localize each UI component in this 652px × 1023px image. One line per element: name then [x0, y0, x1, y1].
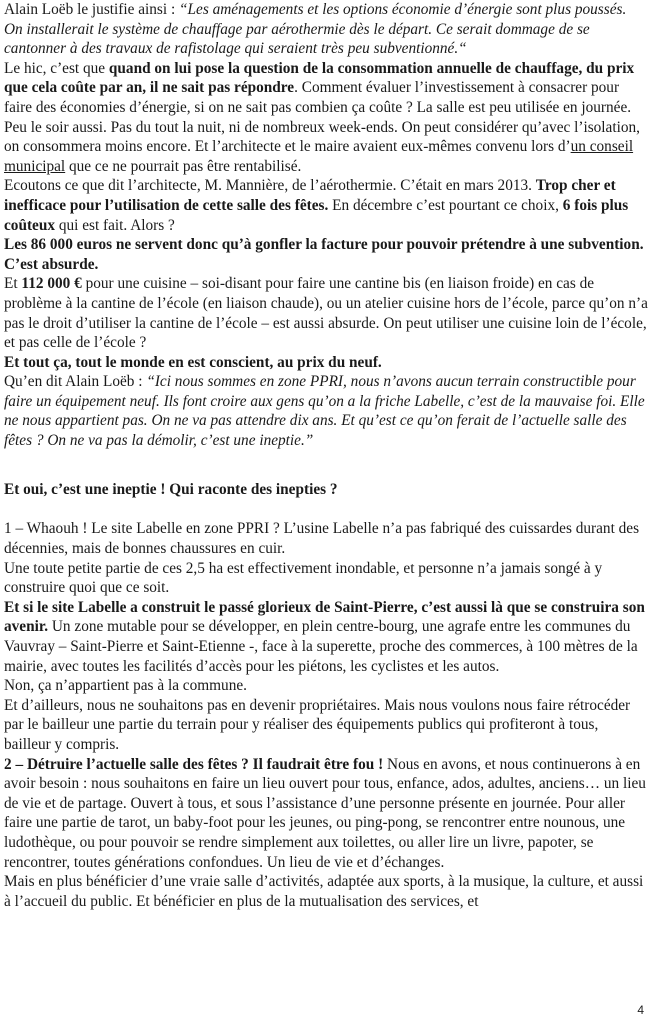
paragraph-salle-des-fetes: 2 – Détruire l’actuelle salle des fêtes ? Il faudrait être fou ! Nous en avons, et nous continuerons à en avoir besoin : nous souhaitons en faire un lieu ouvert pour tous, enfance, ados, adultes, anciens… un lieu de vie et de partage. Ouvert à tous, et sous l’assistance d’une personne présente en journée. Pour aller faire une partie de tarot, un baby-foot pour les jeunes, ou ping-pong, se rencontrer entre nounous, une ludothèque, ou pour pouvoir se rendre simplement aux toilettes, ou aller lire un livre, papoter, se rencontrer, toutes générations confondues. Un lieu de vie et d’échanges. — [4, 755, 646, 871]
paragraph-le-hic: Le hic, c’est que quand on lui pose la question de la consommation annuelle de chauffage, du prix que cela coûte par an, il ne sait pas répondre. Comment évaluer l’investissement à consacrer pour faire des économies d’énergie, si on ne sait pas combien ça coûte ? La salle est peu utilisée en journée. Peu le soir aussi. Pas du tout la nuit, ni de nombreux week-ends. On peut considérer qu’avec l’isolation, on consommera moins encore. Et l’architecte et le maire avaient eux-mêmes convenu lors d’un conseil municipal que ce ne pourrait pas être rentabilisé. — [4, 59, 640, 175]
document-page — [4, 0, 648, 911]
page-number: 4 — [637, 1003, 644, 1017]
conseil-municipal-link[interactable]: un conseil municipal — [4, 138, 634, 175]
section-heading: Et oui, c’est une ineptie ! Qui raconte des inepties ? — [4, 481, 338, 499]
paragraph-inondable: Une toute petite partie de ces 2,5 ha est effectivement inondable, et personne n’a jamais songé à y construire quoi que ce soit. — [4, 559, 603, 597]
paragraph-loeb-quote-2: Qu’en dit Alain Loëb : “Ici nous sommes en zone PPRI, nous n’avons aucun terrain constructible pour faire un équipement neuf. Ils font croire aux gens qu’on a la friche Labelle, c’est de la mauvaise foi. Elle ne nous appartient pas. On ne va pas attendre dix ans. Et qu’est ce qu’on ferait de l’actuelle salle des fêtes ? On ne va pas la démolir, c’est une ineptie.” — [4, 373, 645, 450]
paragraph-loeb-justification: Alain Loëb le justifie ainsi : “Les aménagements et les options économie d’énergie sont plus poussés. On installerait le système de chauffage par aérothermie dès le départ. Ce serait dommage de se cantonner à des travaux de rafistolage qui seraient très peu subventionné.“ — [4, 1, 627, 58]
paragraph-site-labelle: Et si le site Labelle a construit le passé glorieux de Saint-Pierre, c’est aussi là que se construira son avenir. Un zone mutable pour se développer, en plein centre-bourg, une agrafe entre les communes du Vauvray – Saint-Pierre et Saint-Etienne -, face à la superette, proche des commerces, à 100 mètres de la mairie, avec toutes les facilités d’accès pour les piétons, les cyclistes et les autos. — [4, 598, 645, 675]
paragraph-architecte: Ecoutons ce que dit l’architecte, M. Mannière, de l’aérothermie. C’était en mars 2013. Trop cher et inefficace pour l’utilisation de cette salle des fêtes. En décembre c’est pourtant ce choix, 6 fois plus coûteux qui est fait. Alors ? — [4, 177, 629, 234]
paragraph-whaouh: 1 – Whaouh ! Le site Labelle en zone PPRI ? L’usine Labelle n’a pas fabriqué des cuissardes durant des décennies, mais de bonnes chaussures en cuir. — [4, 520, 640, 558]
paragraph-86000-euros: Les 86 000 euros ne servent donc qu’à gonfler la facture pour pouvoir prétendre à une subvention. C’est absurde. — [4, 236, 644, 273]
quote-loeb-1: “Les aménagements et les options économie d’énergie sont plus poussés. On installerait le système de chauffage par aérothermie dès le départ. Ce serait dommage de se cantonner à des travaux de rafistolage qui seraient très peu subventionné.“ — [4, 1, 627, 58]
paragraph-cuisine: Et 112 000 € pour une cuisine – soi-disant pour faire une cantine bis (en liaison froide) en cas de problème à la cantine de l’école (en liaison chaude), ou un atelier cuisine hors de l’école, parce qu’on n’a pas le droit d’utiliser la cantine de l’école – est aussi absurde. On peut utiliser une cuisine loin de l’école, et pas celle de l’école ? — [4, 275, 648, 352]
paragraph-prix-du-neuf: Et tout ça, tout le monde en est conscient, au prix du neuf. — [4, 353, 382, 371]
paragraph-commune: Non, ça n’appartient pas à la commune. — [4, 677, 247, 695]
quote-loeb-2: “Ici nous sommes en zone PPRI, nous n’avons aucun terrain constructible pour faire un équipement neuf. Ils font croire aux gens qu’on a la friche Labelle, c’est de la mauvaise foi. Elle ne nous appartient pas. On ne va pas attendre dix ans. Et qu’est ce qu’on ferait de l’actuelle salle des fêtes ? On ne va pas la démolir, c’est une ineptie.” — [4, 373, 645, 450]
paragraph-salle-activites: Mais en plus bénéficier d’une vraie salle d’activités, adaptée aux sports, à la musique, la culture, et aussi à l’accueil du public. Et bénéficier en plus de la mutualisation des services, et — [4, 873, 644, 910]
paragraph-bailleur: Et d’ailleurs, nous ne souhaitons pas en devenir propriétaires. Mais nous voulons nous faire rétrocéder par le bailleur une partie du terrain pour y réaliser des équipements publics qui profiteront à tous, bailleur y compris. — [4, 696, 631, 753]
